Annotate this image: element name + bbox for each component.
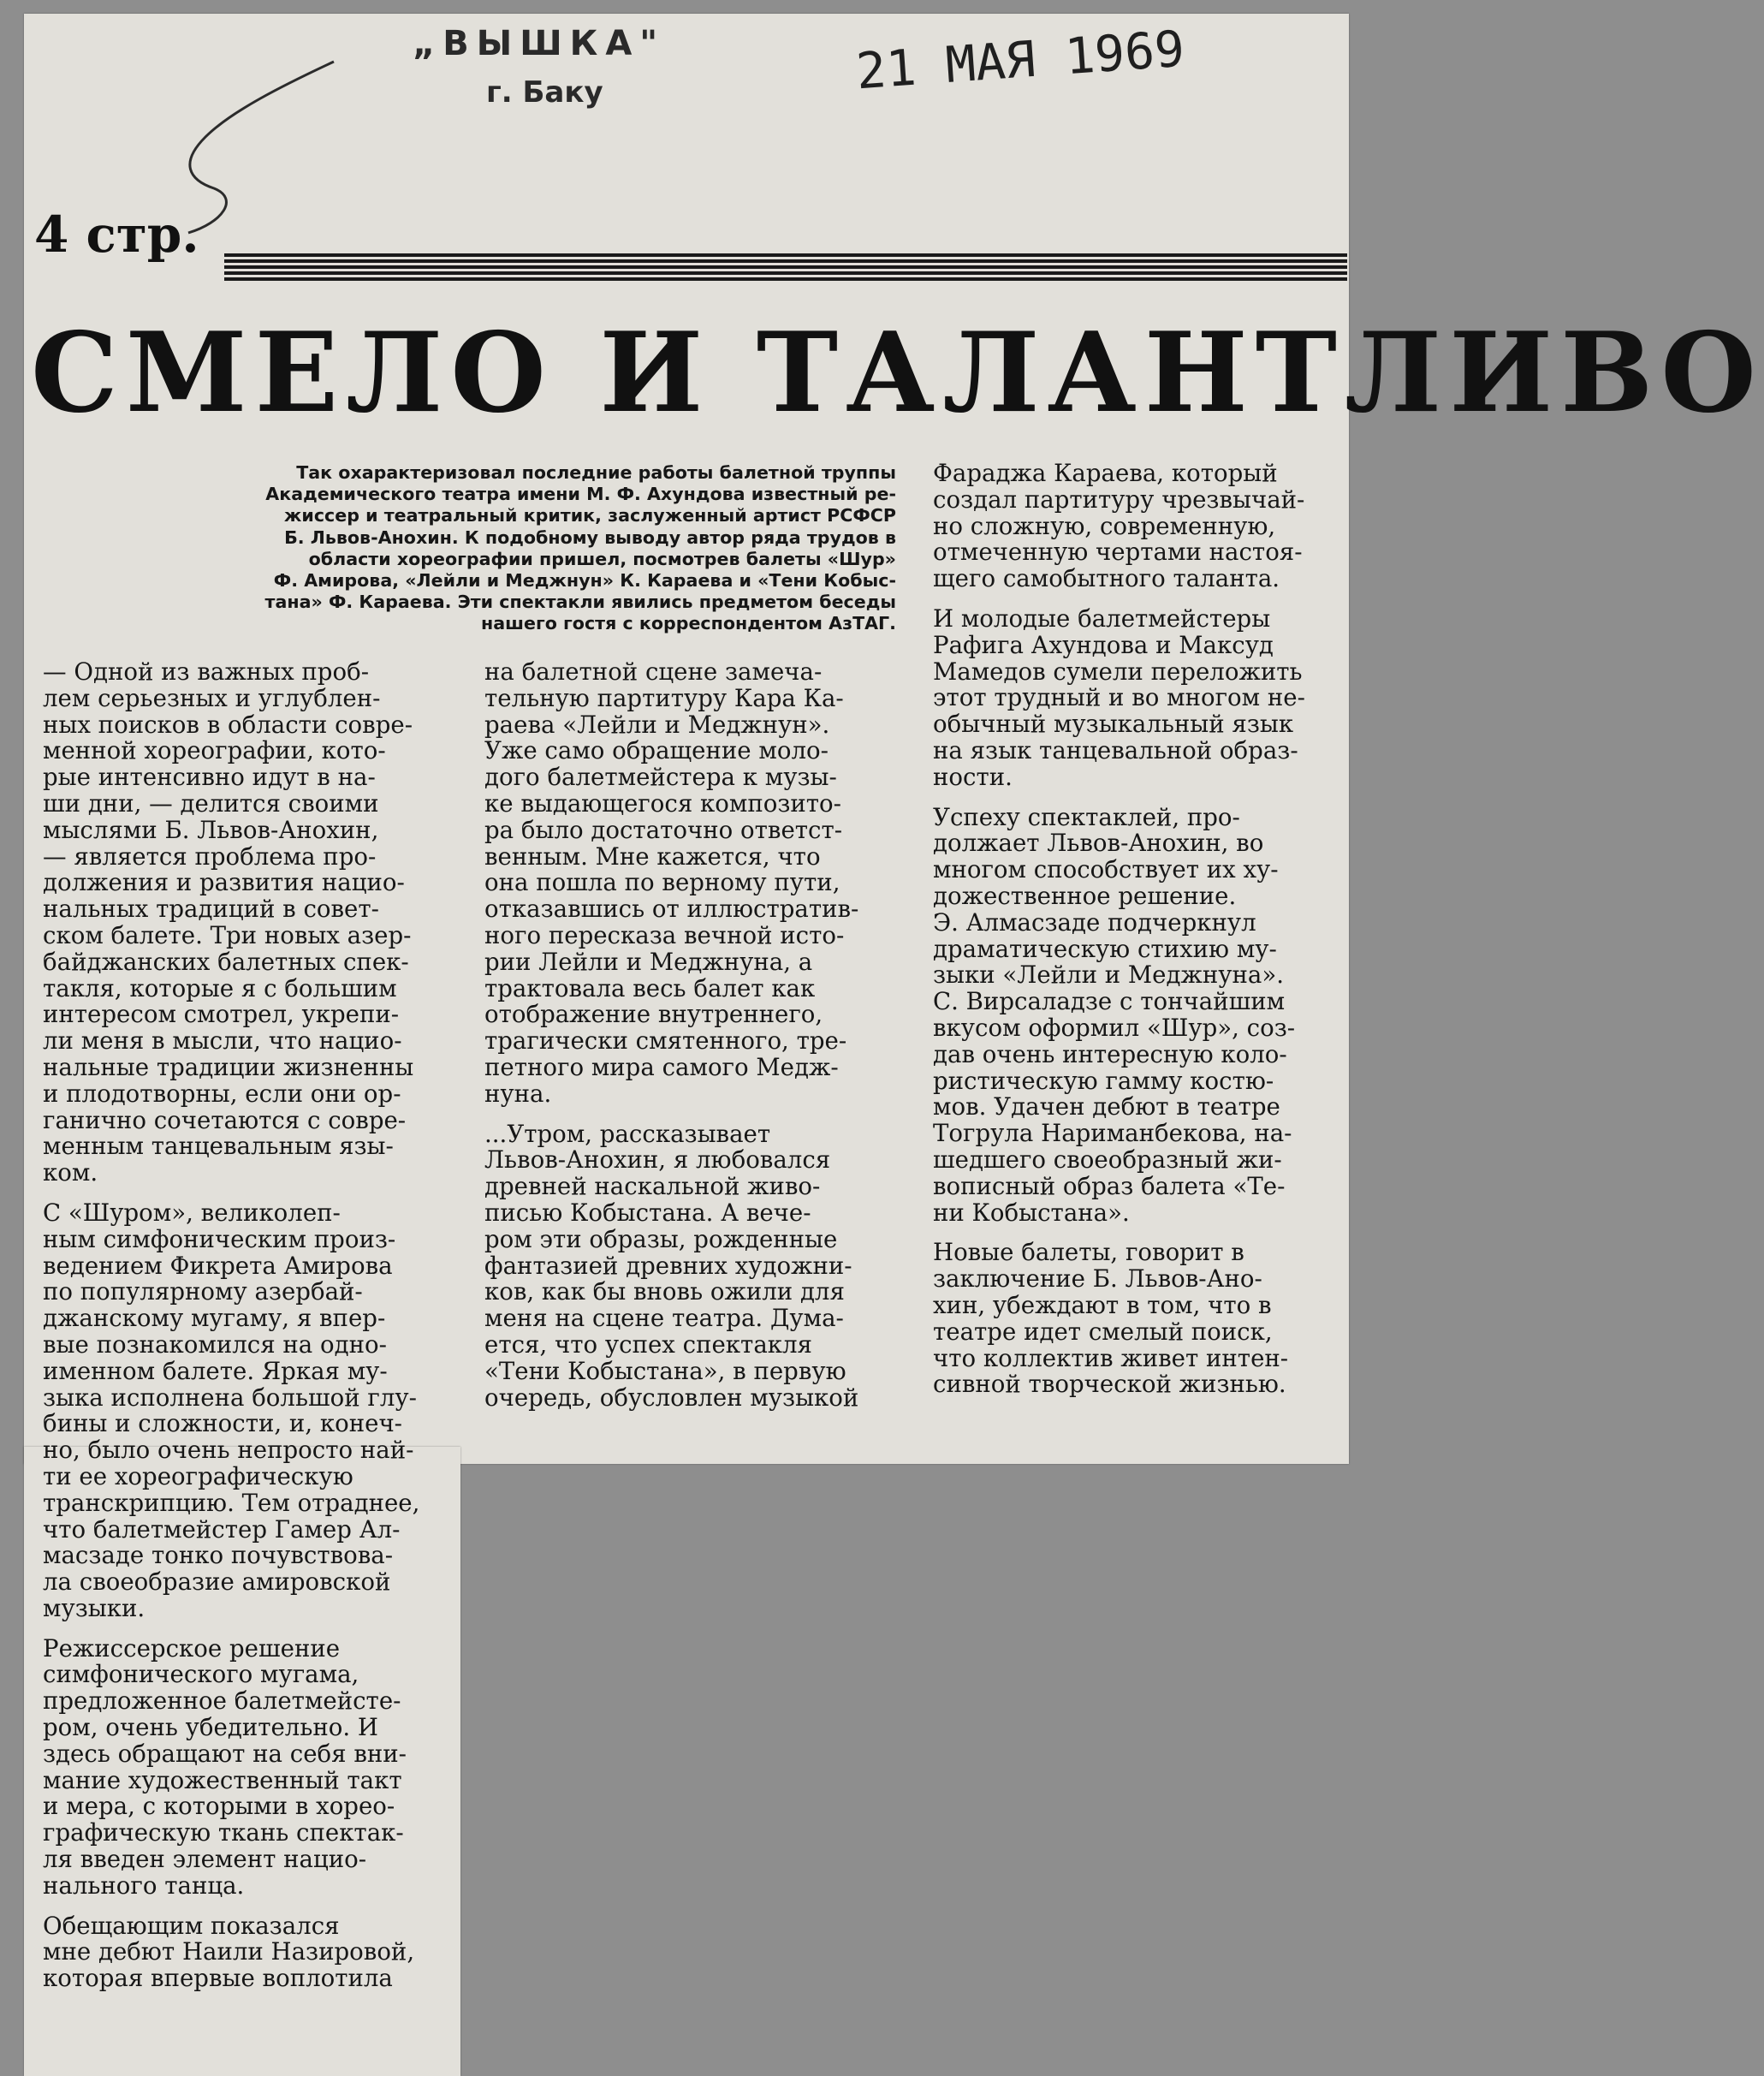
text-line: ке выдающегося композито- <box>484 788 841 818</box>
text-line: ти ее хореографическую <box>43 1461 353 1490</box>
text-line: нального танца. <box>43 1871 245 1900</box>
text-line: вкусом оформил «Шур», соз- <box>933 1013 1296 1042</box>
lead-line: нашего гостя с корреспондентом АзТАГ. <box>481 613 896 634</box>
text-line: ром, очень убедительно. И <box>43 1713 378 1742</box>
text-line: Уже само обращение моло- <box>484 736 829 765</box>
text-line: ности. <box>933 762 1013 791</box>
text-line: зыка исполнена большой глу- <box>43 1383 417 1412</box>
text-line: — является проблема про- <box>43 842 377 871</box>
article-column-3 <box>933 461 1347 1398</box>
text-line: но, было очень непросто най- <box>43 1436 414 1465</box>
text-line: ском балете. Три новых азер- <box>43 920 412 949</box>
text-line: ром эти образы, рожденные <box>484 1224 838 1253</box>
text-line: Режиссерское решение <box>43 1633 341 1663</box>
text-line: тельную партитуру Кара Ка- <box>484 683 844 712</box>
text-line: ведением Фикрета Амирова <box>43 1251 393 1280</box>
text-line: Тогрула Нариманбекова, на- <box>933 1119 1292 1148</box>
text-line: «Тени Кобыстана», в первую <box>484 1356 846 1385</box>
lead-line: Академического театра имени М. Ф. Ахундова известный ре- <box>265 484 896 505</box>
text-line: заключение Б. Львов-Ано- <box>933 1264 1262 1294</box>
text-line: создал партитуру чрезвычай- <box>933 485 1305 514</box>
text-line: ным симфоническим произ- <box>43 1224 396 1253</box>
lead-paragraph <box>96 462 896 635</box>
text-line: графическую ткань спектак- <box>43 1818 404 1847</box>
text-line: отмеченную чертами настоя- <box>933 538 1303 567</box>
text-line: Новые балеты, говорит в <box>933 1238 1244 1267</box>
text-line: драматическую стихию му- <box>933 934 1277 963</box>
text-line: должения и развития нацио- <box>43 868 405 897</box>
text-line: ганично сочетаются с совре- <box>43 1105 407 1134</box>
text-line: древней наскальной живо- <box>484 1172 821 1201</box>
text-line: фантазией древних художни- <box>484 1251 852 1280</box>
text-line: ля введен элемент нацио- <box>43 1845 367 1874</box>
article-column-2 <box>484 659 907 1411</box>
text-line: и мера, с которыми в хорео- <box>43 1792 395 1821</box>
text-line: ни Кобыстана». <box>933 1198 1130 1227</box>
text-line: дожественное решение. <box>933 881 1237 910</box>
text-line: И молодые балетмейстеры <box>933 604 1271 633</box>
text-line: дав очень интересную коло- <box>933 1039 1287 1068</box>
text-line: ристическую гамму костю- <box>933 1066 1274 1095</box>
lead-line: Так охарактеризовал последние работы балетной труппы <box>296 462 896 483</box>
text-line: менной хореографии, кото- <box>43 736 386 765</box>
text-line: раева «Лейли и Меджнун». <box>484 710 830 739</box>
text-line: очередь, обусловлен музыкой <box>484 1383 859 1412</box>
lead-line: области хореографии пришел, посмотрев балеты «Шур» <box>308 548 896 569</box>
city-stamp: г. Баку <box>486 75 603 110</box>
text-line: такля, которые я с большим <box>43 973 397 1002</box>
lead-line: тана» Ф. Караева. Эти спектакли явились предметом беседы <box>264 592 896 613</box>
text-line: обычный музыкальный язык <box>933 710 1294 739</box>
text-line: Э. Алмасзаде подчеркнул <box>933 907 1256 937</box>
text-line: ных поисков в области совре- <box>43 710 413 739</box>
text-line: Успеху спектаклей, про- <box>933 802 1240 831</box>
text-line: и плодотворны, если они ор- <box>43 1079 401 1108</box>
text-line: этот трудный и во многом не- <box>933 683 1305 712</box>
text-line: музыки. <box>43 1593 146 1622</box>
date-stamp: 21 МАЯ 1969 <box>854 19 1187 101</box>
text-line: что балетмейстер Гамер Ал- <box>43 1514 401 1544</box>
text-line: Обещающим показался <box>43 1911 340 1940</box>
text-line: ли меня в мысли, что нацио- <box>43 1026 402 1056</box>
text-line: петного мира самого Медж- <box>484 1052 839 1081</box>
article-column-1 <box>43 659 457 1992</box>
text-line: нуна. <box>484 1079 552 1108</box>
text-line: Мамедов сумели переложить <box>933 657 1303 686</box>
text-line: отказавшись от иллюстратив- <box>484 895 859 924</box>
text-line: зыки «Лейли и Меджнуна». <box>933 961 1284 990</box>
text-line: — Одной из важных проб- <box>43 657 370 686</box>
text-line: ком. <box>43 1158 98 1187</box>
text-line: мание художественный такт <box>43 1765 402 1794</box>
text-line: на балетной сцене замеча- <box>484 657 823 686</box>
lead-line: жиссер и театральный критик, заслуженный артист РСФСР <box>283 505 896 526</box>
text-line: она пошла по верному пути, <box>484 868 840 897</box>
text-line: ра было достаточно ответст- <box>484 815 843 844</box>
page-number: 4 стр. <box>34 205 199 264</box>
text-line: которая впервые воплотила <box>43 1964 393 1993</box>
lead-line: Б. Львов-Анохин. К подобному выводу автор ряда трудов в <box>284 526 896 548</box>
text-line: лем серьезных и углублен- <box>43 683 381 712</box>
header-rule <box>224 253 1347 283</box>
text-line: шедшего своеобразный жи- <box>933 1145 1282 1174</box>
text-line: ши дни, — делится своими <box>43 788 379 818</box>
text-line: нальных традиций в совет- <box>43 895 379 924</box>
text-line: бины и сложности, и, конеч- <box>43 1409 403 1438</box>
text-line: что коллектив живет интен- <box>933 1343 1289 1372</box>
headline: СМЕЛО И ТАЛАНТЛИВО <box>31 309 1764 437</box>
text-line: писью Кобыстана. А вече- <box>484 1198 811 1227</box>
text-line: транскрипцию. Тем отраднее, <box>43 1488 420 1517</box>
text-line: Львов-Анохин, я любовался <box>484 1145 831 1175</box>
text-line: предложенное балетмейсте- <box>43 1686 401 1716</box>
text-line: С «Шуром», великолеп- <box>43 1198 341 1227</box>
text-line: трагически смятенного, тре- <box>484 1026 847 1056</box>
text-line: на язык танцевальной образ- <box>933 735 1298 764</box>
text-line: театре идет смелый поиск, <box>933 1317 1273 1346</box>
text-line: отображение внутреннего, <box>484 1000 823 1029</box>
text-line: но сложную, современную, <box>933 511 1276 540</box>
text-line: ется, что успех спектакля <box>484 1329 812 1359</box>
text-line: Фараджа Караева, который <box>933 459 1278 487</box>
text-line: именном балете. Яркая му- <box>43 1356 388 1385</box>
text-line: интересом смотрел, укрепи- <box>43 1000 400 1029</box>
text-line: ла своеобразие амировской <box>43 1567 391 1597</box>
text-line: байджанских балетных спек- <box>43 947 409 976</box>
text-line: симфонического мугама, <box>43 1660 359 1689</box>
text-line: венным. Мне кажется, что <box>484 842 821 871</box>
text-line: Рафига Ахундова и Максуд <box>933 630 1274 659</box>
text-line: ков, как бы вновь ожили для <box>484 1277 845 1306</box>
text-line: ного пересказа вечной исто- <box>484 920 845 949</box>
text-line: нальные традиции жизненны <box>43 1052 414 1081</box>
text-line: мов. Удачен дебют в театре <box>933 1092 1280 1121</box>
text-line: вые познакомился на одно- <box>43 1329 387 1359</box>
text-line: трактовала весь балет как <box>484 973 816 1002</box>
text-line: должает Львов-Анохин, во <box>933 829 1264 858</box>
text-line: щего самобытного таланта. <box>933 564 1280 593</box>
text-line: сивной творческой жизнью. <box>933 1370 1286 1399</box>
text-line: рии Лейли и Меджнуна, а <box>484 947 813 976</box>
text-line: меня на сцене театра. Дума- <box>484 1304 844 1333</box>
text-line: по популярному азербай- <box>43 1277 363 1306</box>
text-line: менным танцевальным язы- <box>43 1132 394 1161</box>
lead-line: Ф. Амирова, «Лейли и Меджнун» К. Караева и «Тени Кобыс- <box>273 570 896 592</box>
text-line: многом способствует их ху- <box>933 855 1279 884</box>
text-line: мне дебют Наили Назировой, <box>43 1937 415 1966</box>
text-line: здесь обращают на себя вни- <box>43 1739 407 1768</box>
text-line: рые интенсивно идут в на- <box>43 763 376 792</box>
text-line: масзаде тонко почувствова- <box>43 1541 394 1570</box>
text-line: мыслями Б. Львов-Анохин, <box>43 815 379 844</box>
text-line: С. Вирсаладзе с тончайшим <box>933 987 1286 1016</box>
text-line: ...Утром, рассказывает <box>484 1119 771 1148</box>
text-line: джанскому мугаму, я впер- <box>43 1304 386 1333</box>
text-line: хин, убеждают в том, что в <box>933 1290 1272 1319</box>
text-line: дого балетмейстера к музы- <box>484 763 837 792</box>
text-line: вописный образ балета «Те- <box>933 1171 1286 1200</box>
newspaper-stamp: „ВЫШКА" <box>413 24 666 63</box>
